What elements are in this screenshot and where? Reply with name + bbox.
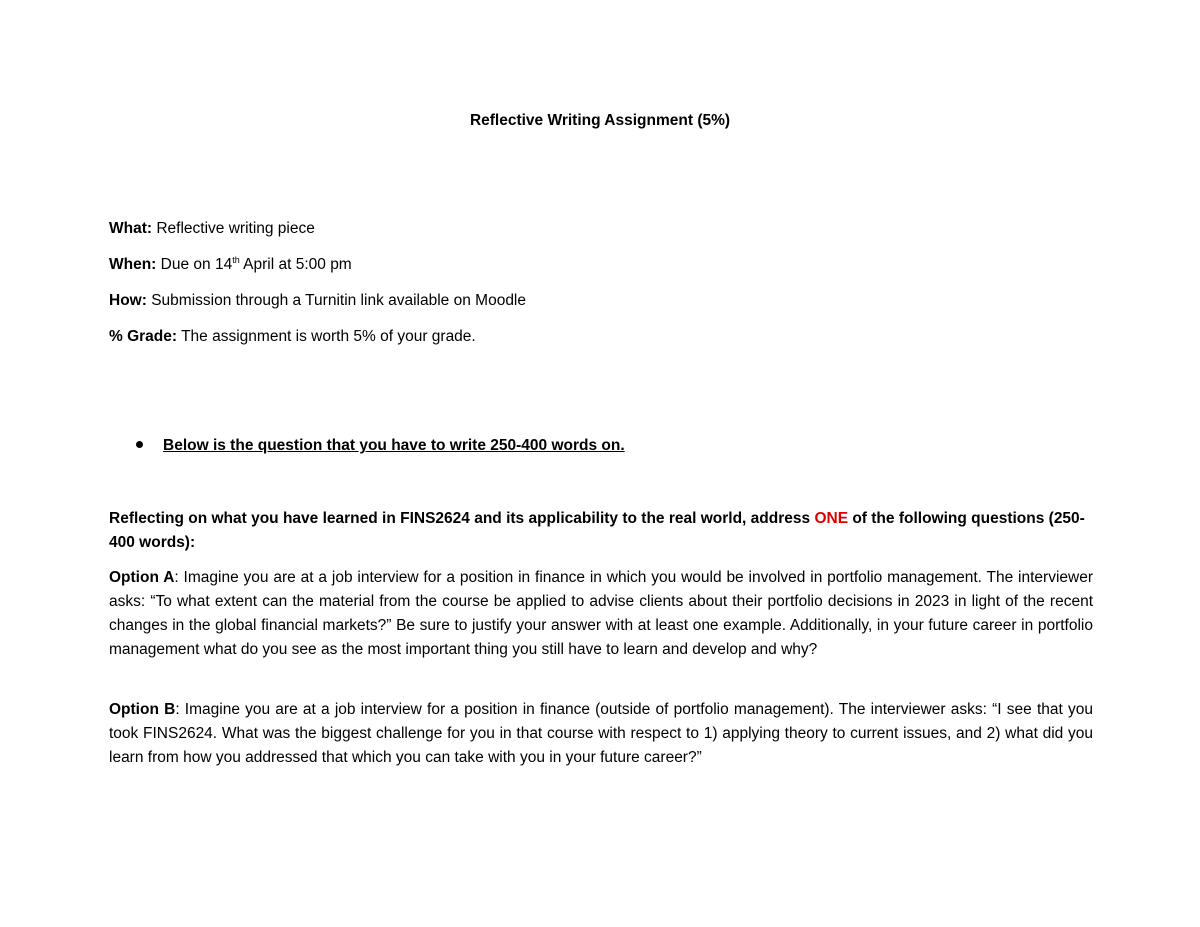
- question-intro: [109, 507, 1093, 555]
- when-superscript: th: [232, 254, 240, 265]
- how-label: How:: [109, 292, 147, 309]
- option-b-label: Option B: [109, 701, 176, 718]
- bullet-item: [136, 437, 625, 455]
- when-label: When:: [109, 256, 157, 273]
- when-line: [109, 256, 352, 274]
- page-title: Reflective Writing Assignment (5%): [469, 112, 731, 129]
- what-value: Reflective writing piece: [152, 220, 315, 237]
- option-a-text: : Imagine you are at a job interview for a position in finance in which you would be involved in portfolio management. The interviewer asks: “To what extent can the material from the course be applied to advise clients about their portfolio decisions in 2023 in light of the recent changes in the global financial markets?” Be sure to justify your answer with at least one example. Additionally, in your future career in portfolio management what do you see as the most important thing you still have to learn and develop and why?: [109, 569, 1094, 658]
- option-b-text: : Imagine you are at a job interview for a position in finance (outside of portfolio management). The interviewer asks: “I see that you took FINS2624. What was the biggest challenge for you in that course with respect to 1) applying theory to current issues, and 2) what did you learn from how you addressed that which you can take with you in your future career?”: [109, 701, 1093, 766]
- what-label: What:: [109, 220, 153, 237]
- option-a-paragraph: [109, 566, 1093, 662]
- intro-after: of the following questions (250-400 words):: [109, 510, 1085, 551]
- grade-label: % Grade:: [109, 328, 178, 345]
- bullet-icon: [136, 441, 143, 448]
- grade-value: The assignment is worth 5% of your grade.: [177, 328, 476, 345]
- grade-line: [109, 328, 476, 346]
- when-suffix: April at 5:00 pm: [239, 256, 352, 273]
- option-b-paragraph: [109, 698, 1093, 770]
- when-prefix: Due on 14: [156, 256, 233, 273]
- how-line: [109, 292, 526, 310]
- intro-highlight: ONE: [814, 510, 849, 527]
- bullet-text: Below is the question that you have to write 250-400 words on.: [163, 437, 625, 454]
- intro-before: Reflecting on what you have learned in FINS2624 and its applicability to the real world, address: [109, 510, 815, 527]
- what-line: [109, 220, 315, 238]
- option-a-label: Option A: [109, 569, 175, 586]
- how-value: Submission through a Turnitin link available on Moodle: [146, 292, 526, 309]
